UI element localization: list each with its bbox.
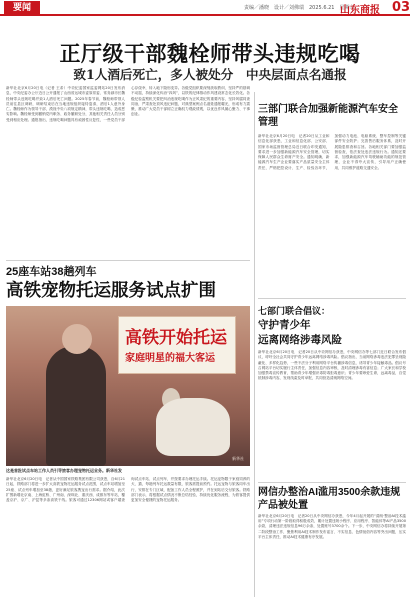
rail-headline: 高铁宠物托运服务试点扩围 (6, 280, 216, 300)
drug-risk-headline-line1: 守护青少年 (258, 319, 311, 331)
ai-rectification-headline: 网信办整治AI滥用3500余款违规产品被处置 (258, 487, 401, 511)
page-number: 03 (392, 0, 410, 15)
lead-article-body: 新华社北京6月20日电（记者 王希）中央纪委国家监委网站20日发布消息，中央纪委办公厅近日公开通报了山西省运城市委原常委、常务副市长魏栓师带头违规吃喝并致1人酒后死亡问题。2025年春节前，魏栓师带领人员前往县区调研，调研结束后在当地违规组织接待宴请，酒后1人意外身亡。魏栓师作为领导干部，漠视中央八项规定精神，带头违规吃喝，造成恶劣影响。魏栓师受到撤销党内职务、政务撤职处分，其他相关责任人员分别受到相应处理。通报指出，违规吃喝问题具有顽固性反复性，一些党员干部心存侥幸，转入地下隐形变异。各级党组织要深刻汲取教训，坚持严的基调不动摇，持续深化纠治“四风”，以铁的纪律推动作风建设常态化长效化。各级纪检监察机关要把纠治违规吃喝作为正风肃纪的重要内容，坚持风腐同查同治，严肃查处顶风违纪问题，对典型案例点名道姓通报曝光，形成有力震慑，推动广大党员干部树立正确权力观政绩观，以优良作风凝心聚力、干事创业。 (6, 86, 250, 122)
news-photo (6, 306, 250, 466)
ev-safety-headline: 三部门联合加强新能源汽车安全管理 (258, 104, 398, 128)
drug-risk-body: 新华社北京6月20日电 记者20日从中央网信办获悉，中央网信办等七部门近日联合发布倡议，呼吁全社会共同守护青少年远离网络涉毒风险。倡议指出，当前网络涉毒违法犯罪呈现隐蔽化、多样化趋势，一些不法分子利用网络平台传播涉毒信息，诱导青少年接触毒品。倡议号召网站平台切实履行主体责任，加强信息内容审核，及时清理涉毒有害信息；广大家长和学校加强禁毒宣传教育，帮助青少年增强识毒防毒拒毒意识；青少年要珍爱生命，远离毒品，自觉抵制涉毒内容，发现线索及时举报，共同营造清朗网络空间。 (258, 350, 406, 381)
lead-headline: 正厅级干部魏栓师带头违规吃喝 (59, 41, 361, 66)
photo-dog (156, 398, 230, 456)
section-divider (6, 260, 250, 261)
photo-credit: 新华社 (232, 456, 244, 461)
photo-banner-text: 高铁开始托运 (125, 328, 227, 348)
drug-risk-headline-line2: 远离网络涉毒风险 (258, 334, 342, 346)
photo-banner (118, 316, 236, 374)
photo-person (46, 346, 106, 466)
section-divider (258, 482, 406, 483)
ai-rectification-body: 新华社北京6月20日电 记者20日从中央网信办获悉，今年4月起开展的“清朗·整治AI技术滥用”专项行动第一阶段取得积极成效，累计处置违规小程序、应用程序、智能体等AI产品3500余款，清理违法违规信息96万余条，处置账号3700余个。下一步，中央网信办将持续开展第二阶段整治工作，聚焦利用AI技术制作发布谣言、不实信息、色情低俗内容等突出问题，压实平台主体责任，推动AI技术健康有序发展。 (258, 514, 406, 539)
section-tag: 要闻 (4, 1, 40, 15)
rail-kicker: 25座车站38趟列车 (6, 266, 97, 278)
photo-caption: 这是首批试点车站工作人员引导旅客办理宠物托运业务。新华社发 (6, 468, 122, 473)
newspaper-name: 山东商报 (340, 5, 380, 16)
column-divider (254, 92, 255, 597)
photo-banner-subtext: 家庭明星的福大客运 (125, 353, 215, 364)
header-meta: 责编／潘晓 设计／刘佛瑞 2025.6.21 星期六 (244, 5, 355, 11)
ev-safety-body: 新华社北京6月20日电 记者20日从工业和信息化部获悉，工业和信息化部、公安部、国家市场监督管理总局近日联合印发通知，要求进一步加强新能源汽车安全管理，切实保障人民群众生命财产安全。通知明确，新能源汽车生产企业要落实产品质量安全主体责任，严格把控设计、生产、检验各环节，加强动力电池、电驱系统、整车控制等关键部件安全防护；完善售后服务体系，及时开展隐患排查和召回。各地相关部门要加强监督检查，依法查处违法违规行为。通知还要求，加强新能源汽车驾驶辅助功能的规范管理，企业不得夸大宣传，引导用户正确使用，共同维护道路交通安全。 (258, 134, 406, 170)
drug-risk-kicker: 七部门联合倡议： (258, 306, 331, 316)
section-divider (258, 298, 406, 299)
lead-subhead: 致1人酒后死亡，多人被处分 中央层面点名通报 (73, 67, 347, 82)
page-header (0, 0, 410, 16)
rail-article-body: 新华社北京6月20日电 记者从中国国家铁路集团有限公司获悉，自6月21日起，铁路部门将进一步扩大高铁宠物托运服务试点范围，试点车站增加至25座、试点列车增加至38趟，更好满足旅客携宠出行需求。据介绍，此次扩围新增北京南、上海虹桥、广州南、深圳北、重庆西、成都东等车站，覆盖京沪、京广、沪昆等多条高铁干线。旅客可通过12306网站或客户端查询试点车站、试点列车，并按要求办理托运手续。托运宠物限于家庭饲养的犬、猫，每趟列车托运数量有限，旅客需提前预约。托运宠物与旅客同车出行，安排在专门区域，配备工作人员全程照护，并在到站后交付旅客。铁路部门表示，将根据试点情况不断总结经验，持续优化服务流程，为旅客提供更加安全便捷的宠物托运服务。 (6, 477, 250, 503)
photo-person-head (62, 324, 92, 354)
